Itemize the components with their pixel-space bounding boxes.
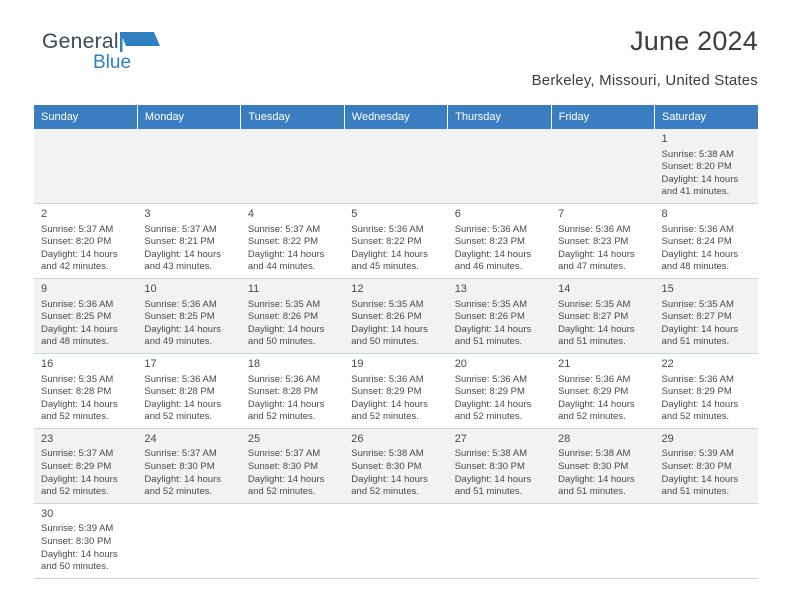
sunset-text: Sunset: 8:28 PM	[144, 386, 215, 398]
weekday-header-row	[34, 105, 758, 129]
calendar-day-cell[interactable]	[137, 203, 240, 278]
daylight-text: Daylight: 14 hours	[144, 323, 221, 335]
sunrise-text: Sunrise: 5:38 AM	[558, 448, 631, 460]
daylight-text: Daylight: 14 hours	[144, 248, 221, 260]
weekday-saturday: Saturday	[655, 105, 758, 129]
daylight-text: Daylight: 14 hours	[558, 473, 635, 485]
sunrise-text: Sunrise: 5:35 AM	[247, 298, 321, 310]
sunrise-text: Sunrise: 5:36 AM	[558, 223, 631, 235]
day-number: 21	[558, 357, 571, 370]
daylight-text: Daylight: 14 hours	[661, 173, 739, 185]
day-number: 15	[661, 282, 674, 295]
calendar-day-cell[interactable]	[655, 353, 758, 428]
sunrise-text: Sunrise: 5:37 AM	[41, 448, 114, 460]
sunset-text: Sunset: 8:26 PM	[351, 311, 422, 323]
calendar-day-cell[interactable]	[344, 278, 447, 353]
sunset-text: Sunset: 8:29 PM	[454, 386, 525, 398]
daylight-text: Daylight: 14 hours	[661, 248, 739, 260]
sunrise-text: Sunrise: 5:36 AM	[351, 223, 424, 235]
page-title: June 2024	[630, 26, 758, 56]
daylight-text: Daylight: 14 hours	[144, 473, 221, 485]
daylight-text: Daylight: 14 hours	[41, 248, 118, 260]
sunset-text: Sunset: 8:23 PM	[558, 236, 629, 248]
day-number: 10	[144, 282, 157, 295]
daylight-text-cont: and 52 minutes.	[351, 411, 419, 423]
sunrise-text: Sunrise: 5:39 AM	[41, 523, 114, 535]
calendar-day-cell[interactable]	[551, 353, 654, 428]
sunset-text: Sunset: 8:25 PM	[41, 311, 112, 323]
calendar-empty-cell	[551, 129, 654, 203]
day-number: 22	[661, 357, 674, 370]
calendar-day-cell[interactable]	[137, 428, 240, 503]
daylight-text-cont: and 48 minutes.	[41, 336, 109, 348]
page-header	[34, 0, 758, 89]
sunrise-text: Sunrise: 5:35 AM	[454, 298, 528, 310]
sunrise-text: Sunrise: 5:36 AM	[454, 223, 528, 235]
calendar-empty-cell	[241, 503, 344, 578]
calendar-day-cell[interactable]	[448, 203, 551, 278]
sunrise-text: Sunrise: 5:37 AM	[41, 223, 114, 235]
daylight-text-cont: and 52 minutes.	[41, 486, 109, 498]
day-number: 3	[144, 207, 151, 220]
calendar-empty-cell	[448, 129, 551, 203]
day-number: 25	[247, 432, 261, 445]
calendar-day-cell[interactable]	[241, 278, 344, 353]
daylight-text-cont: and 47 minutes.	[558, 261, 626, 273]
sunset-text: Sunset: 8:30 PM	[351, 461, 422, 473]
day-number: 4	[247, 207, 254, 220]
sunset-text: Sunset: 8:28 PM	[247, 386, 319, 398]
day-number: 18	[247, 357, 261, 370]
daylight-text-cont: and 41 minutes.	[661, 186, 730, 198]
daylight-text-cont: and 52 minutes.	[144, 486, 213, 498]
day-number: 13	[454, 282, 467, 295]
weekday-wednesday: Wednesday	[344, 105, 447, 129]
sunset-text: Sunset: 8:29 PM	[661, 386, 732, 398]
sunrise-text: Sunrise: 5:36 AM	[558, 373, 631, 385]
weekday-tuesday: Tuesday	[241, 105, 344, 129]
weekday-friday: Friday	[551, 105, 654, 129]
daylight-text-cont: and 51 minutes.	[661, 486, 730, 498]
daylight-text-cont: and 52 minutes.	[351, 486, 419, 498]
sunrise-text: Sunrise: 5:38 AM	[454, 448, 528, 460]
daylight-text: Daylight: 14 hours	[351, 248, 428, 260]
daylight-text-cont: and 43 minutes.	[144, 261, 213, 273]
daylight-text-cont: and 46 minutes.	[454, 261, 523, 273]
sunset-text: Sunset: 8:30 PM	[144, 461, 215, 473]
sunset-text: Sunset: 8:20 PM	[41, 236, 112, 248]
daylight-text: Daylight: 14 hours	[454, 248, 532, 260]
calendar-day-cell[interactable]	[241, 428, 344, 503]
logo[interactable]	[42, 30, 242, 82]
sunrise-text: Sunrise: 5:36 AM	[41, 298, 114, 310]
calendar-day-cell[interactable]	[34, 203, 137, 278]
calendar-empty-cell	[344, 129, 447, 203]
day-number: 20	[454, 357, 467, 370]
sunrise-text: Sunrise: 5:36 AM	[454, 373, 528, 385]
sunset-text: Sunset: 8:30 PM	[41, 536, 112, 548]
page-location: Berkeley, Missouri, United States	[531, 72, 758, 89]
sunrise-text: Sunrise: 5:37 AM	[247, 223, 321, 235]
sunset-text: Sunset: 8:30 PM	[454, 461, 525, 473]
calendar-empty-cell	[551, 503, 654, 578]
daylight-text-cont: and 52 minutes.	[661, 411, 730, 423]
sunrise-text: Sunrise: 5:39 AM	[661, 448, 734, 460]
daylight-text-cont: and 51 minutes.	[558, 486, 626, 498]
calendar-day-cell[interactable]	[34, 353, 137, 428]
daylight-text-cont: and 44 minutes.	[247, 261, 316, 273]
daylight-text: Daylight: 14 hours	[558, 398, 635, 410]
calendar-day-cell[interactable]	[655, 203, 758, 278]
weekday-sunday: Sunday	[34, 105, 137, 129]
daylight-text-cont: and 52 minutes.	[454, 411, 523, 423]
daylight-text: Daylight: 14 hours	[247, 398, 325, 410]
day-number: 12	[351, 282, 364, 295]
daylight-text: Daylight: 14 hours	[558, 248, 635, 260]
daylight-text: Daylight: 14 hours	[351, 398, 428, 410]
daylight-text: Daylight: 14 hours	[454, 323, 532, 335]
daylight-text-cont: and 50 minutes.	[351, 336, 419, 348]
daylight-text-cont: and 49 minutes.	[144, 336, 213, 348]
calendar-empty-cell	[34, 129, 137, 203]
daylight-text-cont: and 51 minutes.	[454, 486, 523, 498]
calendar-day-cell[interactable]	[551, 203, 654, 278]
logo-text-blue: Blue	[93, 52, 132, 73]
sunrise-text: Sunrise: 5:37 AM	[247, 448, 321, 460]
sunset-text: Sunset: 8:24 PM	[661, 236, 732, 248]
sunrise-text: Sunrise: 5:36 AM	[661, 373, 734, 385]
daylight-text: Daylight: 14 hours	[41, 548, 118, 560]
sunset-text: Sunset: 8:20 PM	[661, 161, 732, 173]
sunrise-text: Sunrise: 5:37 AM	[144, 448, 217, 460]
calendar-day-cell[interactable]	[344, 203, 447, 278]
daylight-text-cont: and 45 minutes.	[351, 261, 419, 273]
day-number: 28	[558, 432, 571, 445]
calendar-day-cell[interactable]	[137, 278, 240, 353]
daylight-text: Daylight: 14 hours	[144, 398, 221, 410]
calendar-day-cell[interactable]	[344, 353, 447, 428]
sunset-text: Sunset: 8:26 PM	[247, 311, 319, 323]
day-number: 6	[454, 207, 461, 220]
calendar-body	[34, 129, 758, 578]
calendar-day-cell[interactable]	[448, 353, 551, 428]
daylight-text: Daylight: 14 hours	[661, 398, 739, 410]
sunset-text: Sunset: 8:30 PM	[558, 461, 629, 473]
day-number: 23	[41, 432, 54, 445]
sunrise-text: Sunrise: 5:38 AM	[351, 448, 424, 460]
daylight-text-cont: and 51 minutes.	[454, 336, 523, 348]
sunrise-text: Sunrise: 5:36 AM	[144, 373, 217, 385]
calendar-day-cell[interactable]	[241, 203, 344, 278]
day-number: 27	[454, 432, 467, 445]
sunrise-text: Sunrise: 5:36 AM	[351, 373, 424, 385]
daylight-text: Daylight: 14 hours	[558, 323, 635, 335]
day-number: 26	[351, 432, 364, 445]
day-number: 30	[41, 507, 54, 520]
calendar-week-row	[34, 428, 758, 503]
daylight-text-cont: and 52 minutes.	[144, 411, 213, 423]
daylight-text-cont: and 52 minutes.	[558, 411, 626, 423]
sunrise-text: Sunrise: 5:35 AM	[661, 298, 734, 310]
daylight-text: Daylight: 14 hours	[41, 323, 118, 335]
calendar-day-cell[interactable]	[551, 278, 654, 353]
day-number: 19	[351, 357, 364, 370]
calendar-day-cell[interactable]	[344, 428, 447, 503]
sunrise-sunset-calendar	[34, 105, 758, 579]
day-number: 11	[247, 282, 260, 295]
sunrise-text: Sunrise: 5:35 AM	[41, 373, 114, 385]
daylight-text-cont: and 51 minutes.	[558, 336, 626, 348]
sunset-text: Sunset: 8:29 PM	[41, 461, 112, 473]
daylight-text-cont: and 51 minutes.	[661, 336, 730, 348]
sunrise-text: Sunrise: 5:36 AM	[247, 373, 321, 385]
day-number: 14	[558, 282, 571, 295]
day-number: 8	[661, 207, 668, 220]
sunrise-text: Sunrise: 5:36 AM	[661, 223, 734, 235]
calendar-day-cell[interactable]	[34, 428, 137, 503]
day-number: 7	[558, 207, 565, 220]
calendar-empty-cell	[448, 503, 551, 578]
weekday-thursday: Thursday	[448, 105, 551, 129]
sunrise-text: Sunrise: 5:36 AM	[144, 298, 217, 310]
sunset-text: Sunset: 8:30 PM	[661, 461, 732, 473]
sunset-text: Sunset: 8:27 PM	[558, 311, 629, 323]
calendar-day-cell[interactable]	[448, 428, 551, 503]
calendar-day-cell[interactable]	[34, 278, 137, 353]
day-number: 9	[41, 282, 48, 295]
sunrise-text: Sunrise: 5:37 AM	[144, 223, 217, 235]
weekday-monday: Monday	[137, 105, 240, 129]
flag-icon	[120, 30, 160, 52]
sunset-text: Sunset: 8:22 PM	[247, 236, 319, 248]
sunrise-text: Sunrise: 5:35 AM	[351, 298, 424, 310]
day-number: 29	[661, 432, 674, 445]
sunset-text: Sunset: 8:27 PM	[661, 311, 732, 323]
day-number: 17	[144, 357, 157, 370]
calendar-week-row	[34, 278, 758, 353]
calendar-week-row	[34, 129, 758, 203]
day-number: 16	[41, 357, 54, 370]
daylight-text: Daylight: 14 hours	[351, 473, 428, 485]
daylight-text: Daylight: 14 hours	[454, 398, 532, 410]
calendar-day-cell[interactable]	[655, 129, 758, 203]
calendar-day-cell[interactable]	[137, 353, 240, 428]
calendar-week-row	[34, 203, 758, 278]
daylight-text: Daylight: 14 hours	[247, 323, 325, 335]
sunrise-text: Sunrise: 5:38 AM	[661, 148, 734, 160]
sunset-text: Sunset: 8:29 PM	[558, 386, 629, 398]
daylight-text: Daylight: 14 hours	[247, 473, 325, 485]
daylight-text: Daylight: 14 hours	[661, 323, 739, 335]
calendar-day-cell[interactable]	[655, 278, 758, 353]
sunrise-text: Sunrise: 5:35 AM	[558, 298, 631, 310]
day-number: 5	[351, 207, 358, 220]
sunset-text: Sunset: 8:29 PM	[351, 386, 422, 398]
daylight-text-cont: and 48 minutes.	[661, 261, 730, 273]
sunset-text: Sunset: 8:23 PM	[454, 236, 525, 248]
daylight-text-cont: and 52 minutes.	[247, 411, 316, 423]
day-number: 2	[41, 207, 48, 220]
calendar-empty-cell	[241, 129, 344, 203]
sunset-text: Sunset: 8:26 PM	[454, 311, 525, 323]
calendar-week-row	[34, 353, 758, 428]
daylight-text-cont: and 42 minutes.	[41, 261, 109, 273]
calendar-empty-cell	[137, 503, 240, 578]
sunset-text: Sunset: 8:21 PM	[144, 236, 215, 248]
calendar-day-cell[interactable]	[448, 278, 551, 353]
daylight-text: Daylight: 14 hours	[41, 473, 118, 485]
sunset-text: Sunset: 8:25 PM	[144, 311, 215, 323]
sunset-text: Sunset: 8:28 PM	[41, 386, 112, 398]
calendar-day-cell[interactable]	[241, 353, 344, 428]
daylight-text: Daylight: 14 hours	[454, 473, 532, 485]
daylight-text-cont: and 50 minutes.	[41, 561, 109, 573]
daylight-text: Daylight: 14 hours	[351, 323, 428, 335]
calendar-week-row	[34, 503, 758, 578]
day-number: 24	[144, 432, 157, 445]
daylight-text: Daylight: 14 hours	[41, 398, 118, 410]
sunset-text: Sunset: 8:22 PM	[351, 236, 422, 248]
calendar-empty-cell	[137, 129, 240, 203]
calendar-day-cell[interactable]	[34, 503, 137, 578]
daylight-text-cont: and 50 minutes.	[247, 336, 316, 348]
calendar-empty-cell	[344, 503, 447, 578]
daylight-text: Daylight: 14 hours	[661, 473, 739, 485]
daylight-text: Daylight: 14 hours	[247, 248, 325, 260]
daylight-text-cont: and 52 minutes.	[247, 486, 316, 498]
calendar-empty-cell	[655, 503, 758, 578]
sunset-text: Sunset: 8:30 PM	[247, 461, 319, 473]
logo-text-general: General	[42, 30, 119, 53]
calendar-day-cell[interactable]	[551, 428, 654, 503]
calendar-day-cell[interactable]	[655, 428, 758, 503]
day-number: 1	[661, 133, 668, 145]
daylight-text-cont: and 52 minutes.	[41, 411, 109, 423]
